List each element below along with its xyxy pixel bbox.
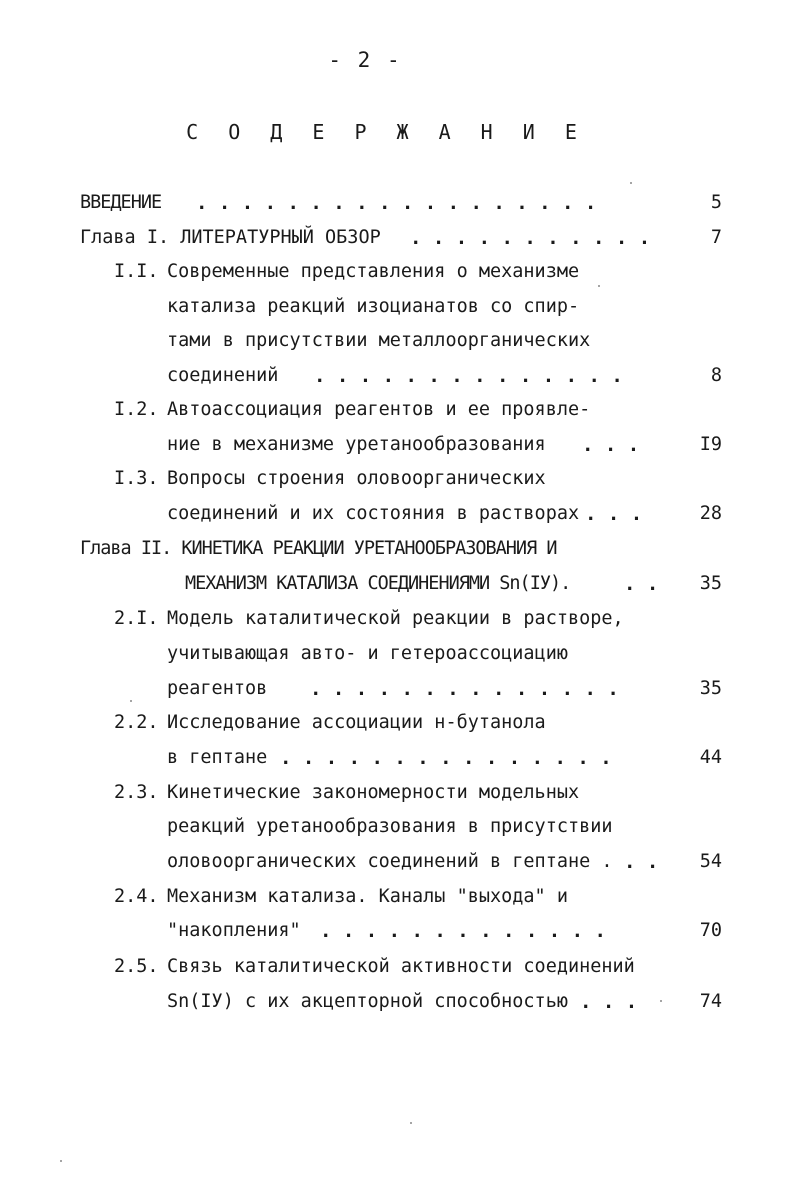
- toc-entry-title: Автоассоциация реагентов и ее проявле-: [167, 399, 591, 420]
- toc-entry-title: Глава I. ЛИТЕРАТУРНЫЙ ОБЗОР: [80, 227, 381, 248]
- dot-leader: . . . . . . . . . . . . . .: [310, 678, 619, 700]
- toc-entry-title: соединений: [167, 365, 279, 386]
- toc-entry-page: 35: [699, 678, 722, 699]
- toc-entry-introduction: [0, 188, 797, 218]
- toc-entry-number: 2.I.: [114, 608, 159, 629]
- toc-entry-continuation: [0, 430, 797, 460]
- dot-leader: . . .: [580, 991, 638, 1013]
- toc-entry-title: оловоорганических соединений в гептане .: [167, 851, 613, 872]
- page-number: - 2 -: [328, 48, 402, 72]
- toc-entry-continuation: [0, 812, 797, 842]
- toc-entry-title: Sn(IУ) с их акцепторной способностью: [167, 991, 568, 1012]
- toc-entry-number: I.2.: [114, 399, 159, 420]
- toc-entry-title: Модель каталитической реакции в растворе,: [167, 608, 624, 629]
- toc-entry-1-2: [0, 395, 797, 425]
- toc-entry-page: 54: [699, 851, 722, 872]
- toc-entry-number: 2.5.: [114, 956, 159, 977]
- toc-entry-title: ВВЕДЕНИЕ: [80, 192, 162, 213]
- dot-leader: . .: [624, 573, 659, 595]
- dot-leader: . . . . . . . . . . .: [410, 227, 651, 249]
- toc-entry-title: катализа реакций изоцианатов со спир-: [167, 296, 580, 317]
- scan-speck: [598, 285, 600, 287]
- toc-entry-title: "накопления": [167, 920, 301, 941]
- toc-entry-title: учитывающая авто- и гетероассоциацию: [167, 643, 568, 664]
- toc-entry-title: Механизм катализа. Каналы "выхода" и: [167, 886, 568, 907]
- dot-leader: . . .: [585, 503, 643, 525]
- toc-entry-chapter-2: [0, 534, 797, 564]
- toc-entry-title: Современные представления о механизме: [167, 261, 580, 282]
- toc-entry-number: 2.3.: [114, 782, 159, 803]
- dot-leader: . . .: [582, 434, 640, 456]
- toc-entry-title: Вопросы строения оловоорганических: [167, 468, 546, 489]
- toc-entry-2-3: [0, 778, 797, 808]
- toc-entry-page: 8: [710, 365, 722, 386]
- dot-leader: . .: [624, 851, 659, 873]
- contents-heading: С О Д Е Р Ж А Н И Е: [186, 120, 586, 144]
- toc-entry-page: 44: [699, 747, 722, 768]
- toc-entry-continuation: [0, 569, 797, 599]
- toc-entry-title: Кинетические закономерности модельных: [167, 782, 580, 803]
- toc-entry-chapter-1: [0, 223, 797, 253]
- dot-leader: . . . . . . . . . . . . . . . . . .: [196, 192, 597, 214]
- toc-entry-number: 2.4.: [114, 886, 159, 907]
- toc-entry-continuation: [0, 987, 797, 1017]
- toc-entry-2-2: [0, 708, 797, 738]
- toc-entry-continuation: [0, 639, 797, 669]
- scan-speck: [130, 700, 132, 702]
- toc-entry-title: соединений и их состояния в растворах: [167, 503, 580, 524]
- toc-entry-title: тами в присутствии металлоорганических: [167, 330, 591, 351]
- toc-entry-title: Исследование ассоциации н-бутанола: [167, 712, 546, 733]
- toc-entry-continuation: [0, 499, 797, 529]
- toc-entry-page: 35: [699, 573, 722, 594]
- scan-speck: [410, 1122, 412, 1124]
- toc-entry-title: МЕХАНИЗМ КАТАЛИЗА СОЕДИНЕНИЯМИ Sn(IУ).: [185, 573, 571, 594]
- dot-leader: . . . . . . . . . . . . . .: [314, 365, 623, 387]
- toc-entry-page: 74: [699, 991, 722, 1012]
- toc-entry-title: реакций уретанообразования в присутствии: [167, 816, 613, 837]
- toc-entry-1-1: [0, 257, 797, 287]
- toc-entry-continuation: [0, 326, 797, 356]
- toc-entry-2-1: [0, 604, 797, 634]
- toc-entry-continuation: [0, 674, 797, 704]
- toc-entry-1-3: [0, 464, 797, 494]
- toc-entry-continuation: [0, 292, 797, 322]
- toc-entry-title: ние в механизме уретанообразования: [167, 434, 546, 455]
- toc-entry-continuation: [0, 847, 797, 877]
- toc-entry-page: 70: [699, 920, 722, 941]
- toc-entry-page: 28: [699, 503, 722, 524]
- dot-leader: . . . . . . . . . . . . . . .: [280, 747, 612, 769]
- toc-entry-title: Глава II. КИНЕТИКА РЕАКЦИИ УРЕТАНООБРАЗОВАНИЯ И: [80, 538, 557, 559]
- toc-entry-page: I9: [699, 434, 722, 455]
- scan-speck: [660, 1000, 662, 1002]
- toc-entry-title: в гептане: [167, 747, 268, 768]
- toc-entry-page: 5: [710, 192, 722, 213]
- toc-entry-number: 2.2.: [114, 712, 159, 733]
- dot-leader: . . . . . . . . . . . . .: [320, 920, 606, 942]
- toc-entry-continuation: [0, 916, 797, 946]
- scan-speck: [60, 1160, 62, 1162]
- toc-entry-number: I.I.: [114, 261, 159, 282]
- toc-entry-2-5: [0, 952, 797, 982]
- scan-speck: [630, 182, 632, 184]
- toc-entry-page: 7: [710, 227, 722, 248]
- toc-entry-2-4: [0, 882, 797, 912]
- toc-entry-title: Связь каталитической активности соединений: [167, 956, 635, 977]
- toc-entry-number: I.3.: [114, 468, 159, 489]
- toc-entry-continuation: [0, 743, 797, 773]
- toc-entry-continuation: [0, 361, 797, 391]
- toc-entry-title: реагентов: [167, 678, 268, 699]
